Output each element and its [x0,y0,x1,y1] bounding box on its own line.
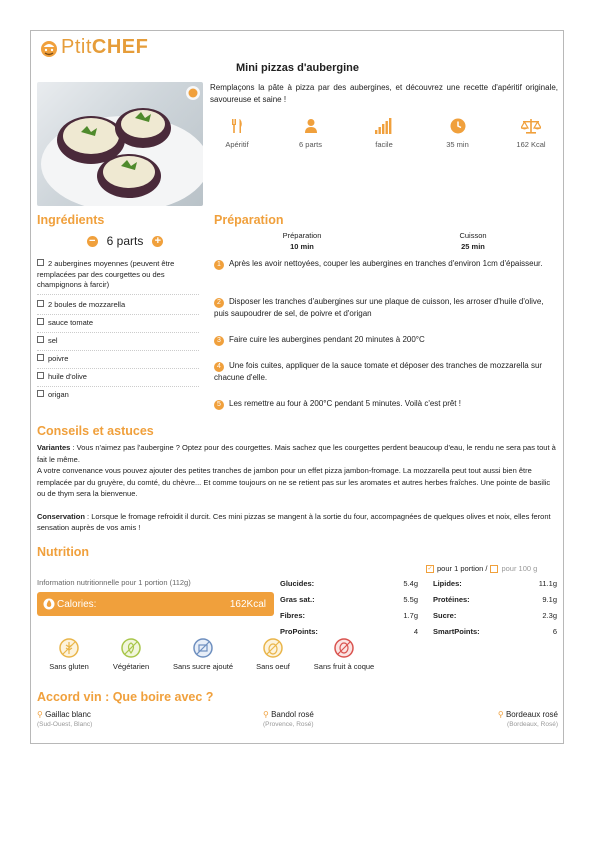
ingredient-item[interactable]: huile d'olive [37,372,199,387]
step-number: 5 [214,400,224,410]
ingredient-item[interactable]: 2 aubergines moyennes (peuvent être remplacées par des courgettes ou des champignons à farcir) [37,259,199,295]
stat-calories: 162 Kcal [500,118,562,149]
checkbox[interactable] [490,565,498,573]
nutrition-heading: Nutrition [37,545,90,559]
scale-icon [521,118,541,134]
no-sugar-icon [193,638,213,658]
ingredient-item[interactable]: sauce tomate [37,318,199,333]
badge-nut-free: Sans fruit à coque [311,638,377,671]
ingredients-heading: Ingrédients [37,213,105,227]
checkbox[interactable] [37,259,44,266]
step-number: 1 [214,260,224,270]
checkbox[interactable] [37,318,44,325]
no-egg-icon [263,638,283,658]
wine-item[interactable]: ⚲ Bordeaux rosé (Bordeaux, Rosé) [497,710,558,728]
clock-icon [450,118,466,134]
step-number: 2 [214,298,224,308]
preparation-heading: Préparation [214,213,284,227]
difficulty-bars-icon [375,118,393,134]
checkbox[interactable] [37,390,44,397]
recipe-photo [37,82,203,206]
ingredient-item[interactable]: origan [37,390,199,401]
ingredient-item[interactable]: sel [37,336,199,351]
step-number: 4 [214,362,224,372]
chef-hat-icon [37,38,61,58]
badge-gluten-free: Sans gluten [36,638,102,671]
checkbox[interactable] [37,300,44,307]
flame-icon [43,598,55,610]
portion-count: 6 parts [106,234,144,248]
cutlery-icon [230,118,244,134]
prep-step: 1 Après les avoir nettoyées, couper les aubergines en tranches d'environ 1cm d'épaisseur. [214,258,558,270]
prep-step: 4 Une fois cuites, appliquer de la sauce tomate et déposer des tranches de mozzarella sur chacune d'elle. [214,361,543,382]
pizza-photo-illustration [37,82,203,206]
pin-icon: ⚲ [263,710,269,719]
checkbox[interactable] [37,354,44,361]
logo[interactable] [37,36,148,59]
ingredient-item[interactable]: poivre [37,354,199,369]
wine-heading: Accord vin : Que boire avec ? [37,690,214,704]
stat-category: Apéritif [206,118,268,149]
advice-text: Variantes : Vous n'aimez pas l'aubergine ? Optez pour des courgettes. Mais sachez que les courgettes perdent beaucoup d'eau, le rendu ne sera pas tout à fait le même. A votre convenance vous pouvez ajouter des petites tranches de jambon pour un effet pizza jambon-fromage. La mozzarella peut tout aussi bien être remplacée par du gruyère, du comté, du chèvre... Et comme toujours on ne se retient pas sur les aromates et autres herbes fraîches. Une pointe de basilic ou de thym sera la bienvenue. Conservation : Lorsque le fromage refroidit il durcit. Ces mini pizzas se mangent à la sortie du four, accompagnées de quelques olives et noix, elles feront sensation auprès de vos amis ! [37,443,556,532]
nutrition-info: Information nutritionnelle pour 1 portion (112g) [37,578,191,587]
nutrition-right-list: Lipides: 11.1g Protéines: 9.1g Sucre: 2.3g SmartPoints: 6 [433,579,557,636]
cook-time: Cuisson 25 min [459,231,487,251]
ingredient-item[interactable]: 2 boules de mozzarella [37,300,199,315]
no-nut-icon [334,638,354,658]
recipe-intro: Remplaçons la pâte à pizza par des aubergines, et découvrez une recette d'apéritif originale, savoureuse et saine ! [210,83,558,104]
badge-vegetarian: Végétarien [98,638,164,671]
prep-step: 3 Faire cuire les aubergines pendant 20 minutes à 200°C [214,334,558,346]
decrease-portion-button[interactable]: − [87,236,98,247]
recipe-title: Mini pizzas d'aubergine [235,62,360,74]
prep-step: 5 Les remettre au four à 200°C pendant 5 minutes. Voilà c'est prêt ! [214,398,558,410]
wine-item[interactable]: ⚲ Bandol rosé (Provence, Rosé) [263,710,314,728]
nutrition-left-list: Glucides: 5.4g Gras sat.: 5.5g Fibres: 1.7g ProPoints: 4 [280,579,418,636]
gluten-free-icon [59,638,79,658]
step-number: 3 [214,336,224,346]
badge-no-added-sugar: Sans sucre ajouté [170,638,236,671]
wine-item[interactable]: ⚲ Gaillac blanc (Sud-Ouest, Blanc) [37,710,93,728]
pin-icon: ⚲ [497,710,504,719]
badge-egg-free: Sans oeuf [240,638,306,671]
portion-selector [70,234,180,248]
advice-heading: Conseils et astuces [37,424,154,438]
brand-prefix: Ptit [61,36,92,58]
nutrition-unit-toggle: ✓ pour 1 portion / pour 100 g [427,564,538,573]
person-icon [304,118,318,134]
brand-suffix: CHEF [91,36,149,58]
prep-step: 2 Disposer les tranches d'aubergines sur une plaque de cuisson, les arroser d'huile d'olive, puis saupoudrer de sel, de poivre et d'origan [214,297,544,318]
recipe-stats [206,118,562,149]
stat-portions: 6 parts [280,118,342,149]
increase-portion-button[interactable]: + [152,236,163,247]
calories-bar: Calories: 162Kcal [37,592,274,616]
checkbox-checked[interactable]: ✓ [427,565,433,572]
vegetarian-icon [121,638,141,658]
prep-time: Préparation 10 min [282,231,322,251]
pin-icon: ⚲ [37,710,43,719]
stat-difficulty: facile [353,118,415,149]
stat-time: 35 min [427,118,489,149]
checkbox[interactable] [37,372,44,379]
checkbox[interactable] [37,336,44,343]
